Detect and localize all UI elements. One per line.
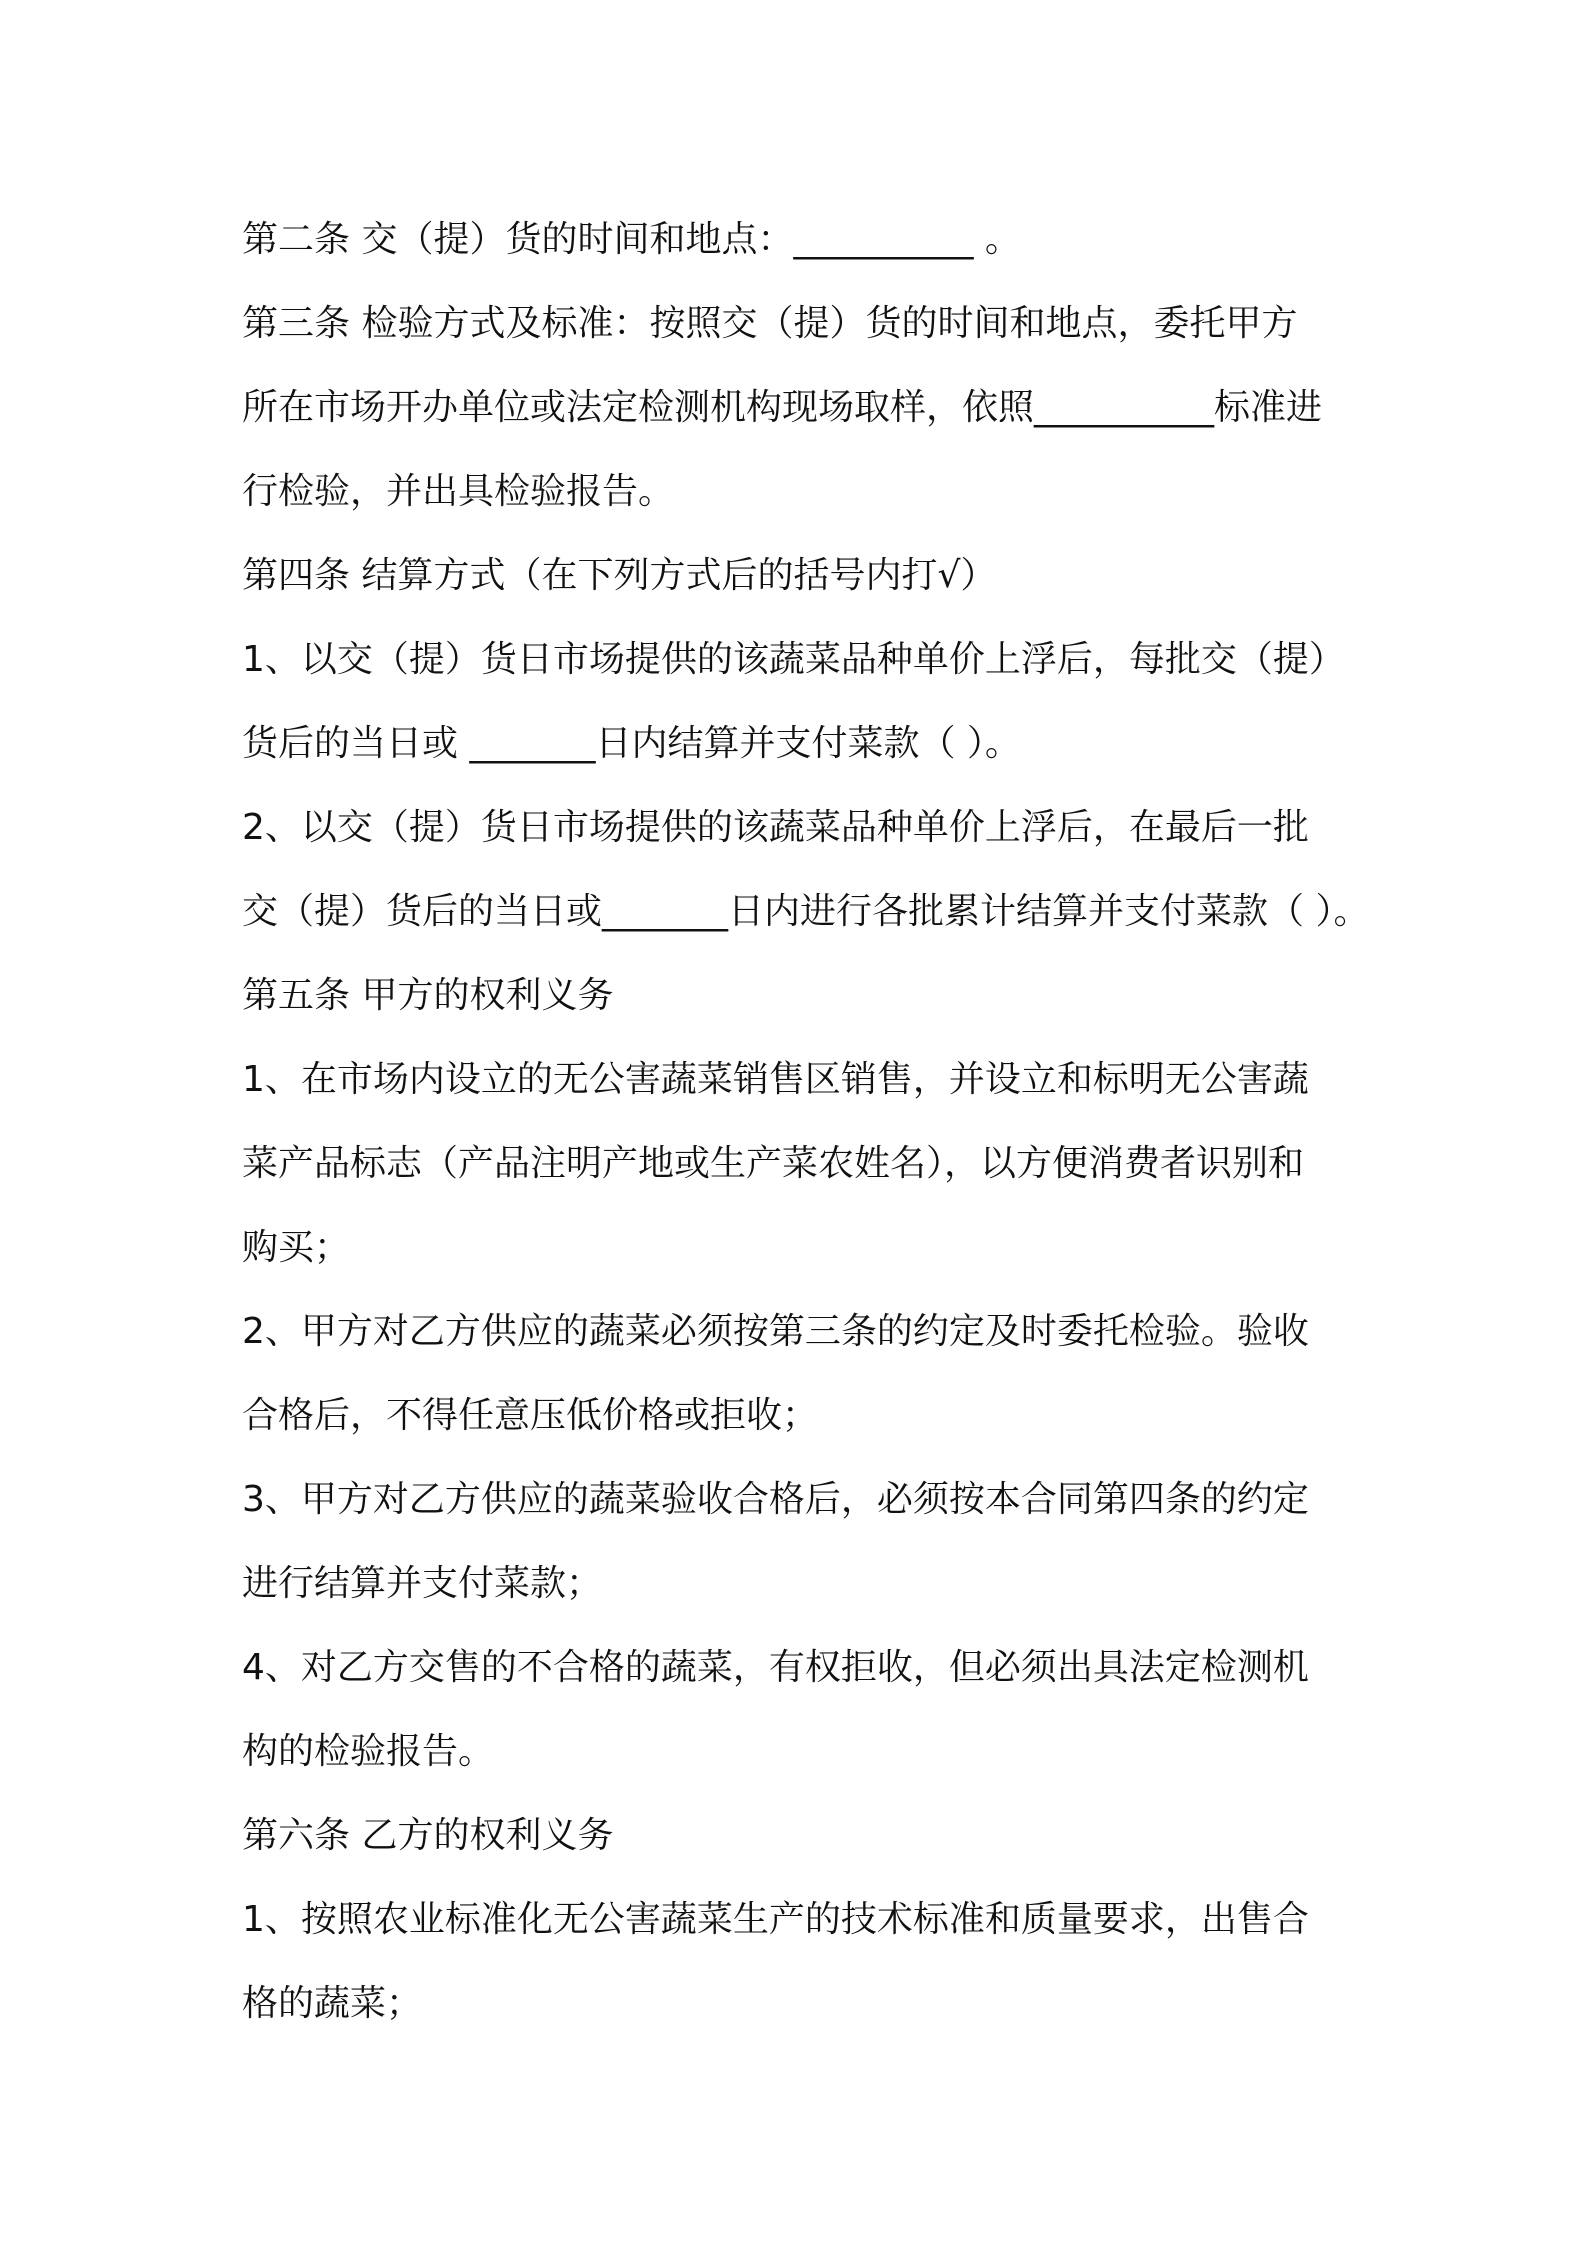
article-4-item-1-line-2: 货后的当日或 _______日内结算并支付菜款（ ）。 [242,723,1021,764]
article-5-item-1-line-3: 购买； [242,1227,351,1268]
article-5-item-4-line-2: 构的检验报告。 [242,1731,495,1772]
article-6-heading: 第六条 乙方的权利义务 [242,1815,614,1856]
article-5-item-3-line-1: 3、甲方对乙方供应的蔬菜验收合格后，必须按本合同第四条的约定 [242,1479,1309,1520]
article-5-heading: 第五条 甲方的权利义务 [242,975,614,1016]
article-5-item-2-line-2: 合格后，不得任意压低价格或拒收； [242,1395,819,1436]
article-3-inspection-line-1: 第三条 检验方式及标准：按照交（提）货的时间和地点，委托甲方 [242,303,1298,344]
article-2-delivery-time-place: 第二条 交（提）货的时间和地点：__________ 。 [242,219,1021,260]
article-4-item-2-line-2: 交（提）货后的当日或_______日内进行各批累计结算并支付菜款（ ）。 [242,891,1370,932]
article-6-item-1-line-1: 1、按照农业标准化无公害蔬菜生产的技术标准和质量要求，出售合 [242,1899,1309,1940]
article-5-item-2-line-1: 2、甲方对乙方供应的蔬菜必须按第三条的约定及时委托检验。验收 [242,1311,1309,1352]
article-3-inspection-line-3: 行检验，并出具检验报告。 [242,471,675,512]
article-5-item-4-line-1: 4、对乙方交售的不合格的蔬菜，有权拒收，但必须出具法定检测机 [242,1647,1309,1688]
article-4-item-1-line-1: 1、以交（提）货日市场提供的该蔬菜品种单价上浮后，每批交（提） [242,639,1345,680]
document-body [242,198,1372,2046]
article-6-item-1-line-2: 格的蔬菜； [242,1983,423,2024]
article-5-item-1-line-2: 菜产品标志（产品注明产地或生产菜农姓名），以方便消费者识别和 [242,1143,1305,1184]
article-4-item-2-line-1: 2、以交（提）货日市场提供的该蔬菜品种单价上浮后，在最后一批 [242,807,1309,848]
article-5-item-1-line-1: 1、在市场内设立的无公害蔬菜销售区销售，并设立和标明无公害蔬 [242,1059,1309,1100]
article-4-settlement-heading: 第四条 结算方式（在下列方式后的括号内打√） [242,555,997,596]
article-3-inspection-line-2: 所在市场开办单位或法定检测机构现场取样，依照__________标准进 [242,387,1323,428]
article-5-item-3-line-2: 进行结算并支付菜款； [242,1563,603,1604]
